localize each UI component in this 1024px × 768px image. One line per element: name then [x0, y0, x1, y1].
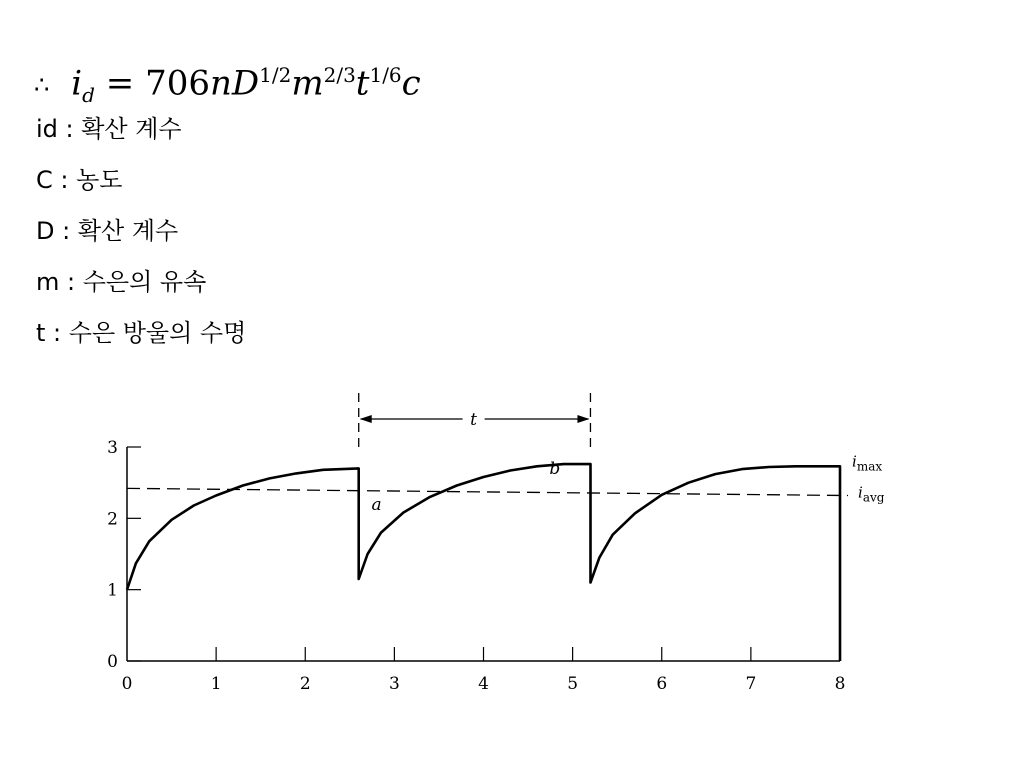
formula-t: t [355, 63, 370, 104]
formula-t-exponent: 1/6 [369, 63, 402, 87]
x-tick-label-7: 7 [745, 674, 757, 694]
x-tick-label-4: 4 [478, 674, 489, 694]
current-trace-0 [127, 464, 840, 661]
x-tick-label-2: 2 [299, 674, 311, 694]
label-i-max: $i_{max}$ [852, 452, 883, 474]
definition-item-c: C : 농도 [36, 166, 123, 194]
x-tick-label-1: 1 [210, 674, 222, 694]
definition-item-id: id : 확산 계수 [36, 115, 182, 143]
x-tick-label-3: 3 [388, 674, 400, 694]
interval-label-t: t [470, 410, 478, 430]
formula-D-exponent: 1/2 [259, 63, 292, 87]
y-tick-label-2: 2 [107, 509, 118, 530]
formula-D: D [231, 63, 260, 104]
y-tick-label-3: 3 [107, 438, 118, 458]
interval-arrowhead-left [360, 415, 372, 423]
formula-coefficient: 706 [145, 63, 210, 104]
annotation-a: a [371, 494, 382, 515]
y-tick-label-1: 1 [107, 580, 118, 601]
therefore-symbol: ∴ [34, 71, 50, 100]
x-tick-label-6: 6 [656, 674, 668, 694]
formula-c: c [401, 63, 421, 104]
annotation-b: b [549, 459, 561, 480]
definition-item-m: m : 수은의 유속 [36, 268, 207, 296]
interval-arrowhead-right [577, 415, 589, 423]
definition-item-d: D : 확산 계수 [36, 217, 179, 245]
formula-m: m [291, 63, 324, 104]
x-tick-label-0: 0 [121, 674, 133, 694]
label-i-avg: $i_{avg}$ [858, 483, 885, 505]
x-tick-label-8: 8 [834, 674, 846, 694]
formula-subscript-d: d [82, 83, 95, 108]
y-tick-label-0: 0 [107, 652, 118, 672]
x-tick-label-5: 5 [567, 674, 579, 694]
formula-m-exponent: 2/3 [323, 63, 356, 87]
formula-i: i [71, 63, 83, 104]
formula-n: n [210, 63, 232, 104]
definition-item-t: t : 수은 방울의 수명 [36, 319, 247, 347]
formula-equals: = [105, 63, 135, 104]
